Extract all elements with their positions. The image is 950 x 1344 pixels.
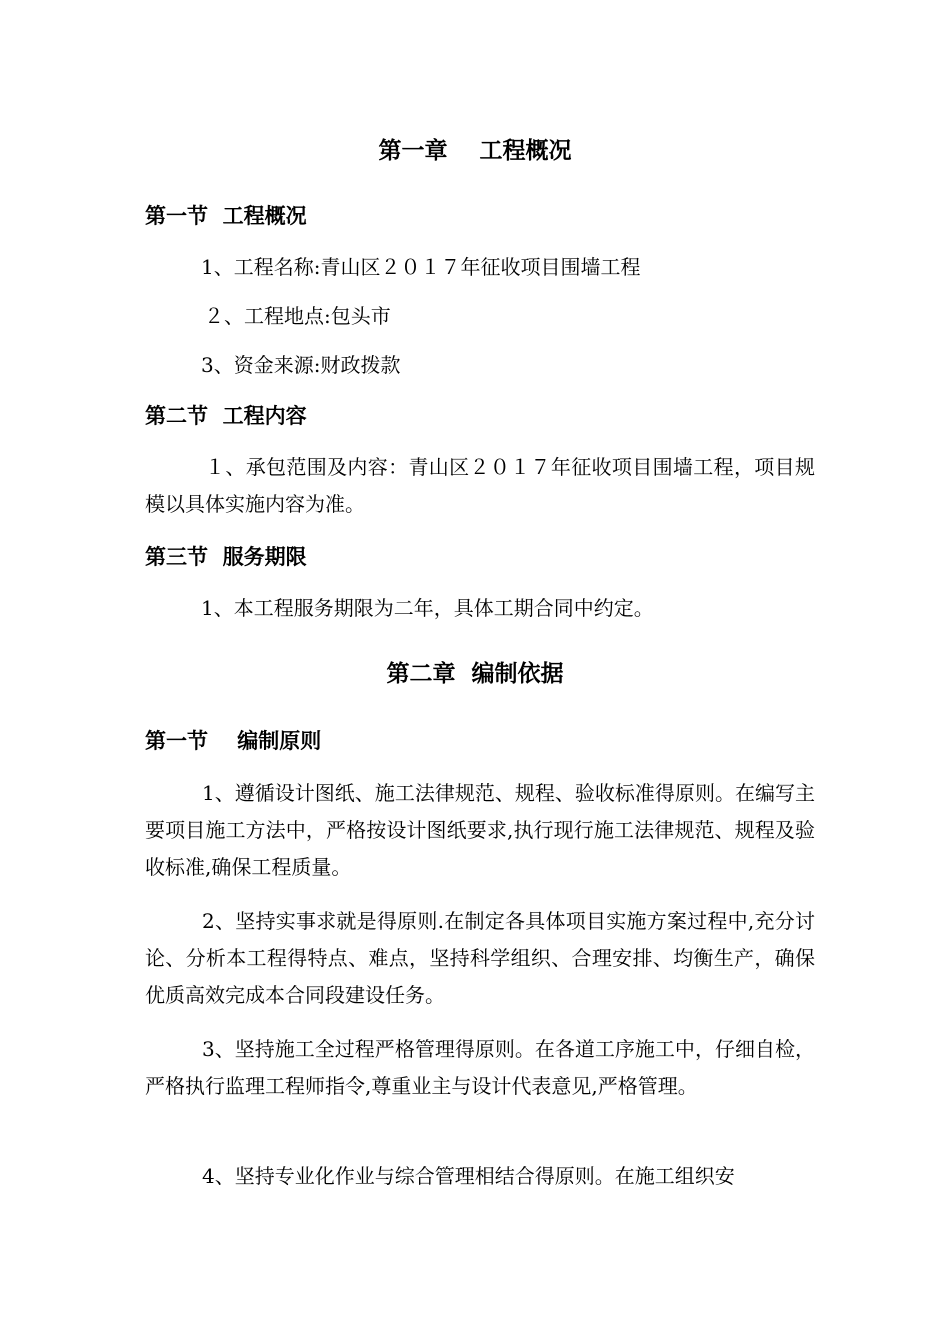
- chapter-1-section-3-title: 第三节 服务期限: [145, 545, 307, 569]
- funding-source-item: 3、资金来源:财政拨款: [201, 353, 401, 377]
- principle-paragraph-1: 1、遵循设计图纸、施工法律规范、规程、验收标准得原则。在编写主要项目施工方法中，严格按设计图纸要求,执行现行施工法律规范、规程及验收标准,确保工程质量。: [145, 781, 815, 879]
- contract-scope-paragraph: １、承包范围及内容：青山区２０１７年征收项目围墙工程，项目规模以具体实施内容为准。: [145, 455, 815, 516]
- principle-paragraph-2: 2、坚持实事求就是得原则.在制定各具体项目实施方案过程中,充分讨论、分析本工程得特点、难点，坚持科学组织、合理安排、均衡生产，确保优质高效完成本合同段建设任务。: [145, 909, 815, 1007]
- principle-paragraph-4: 4、坚持专业化作业与综合管理相结合得原则。在施工组织安: [202, 1164, 735, 1188]
- chapter-2-section-1-title: 第一节 编制原则: [145, 729, 322, 753]
- service-period-item: 1、本工程服务期限为二年，具体工期合同中约定。: [201, 596, 654, 620]
- chapter-1-title: 第一章 工程概况: [378, 138, 572, 164]
- chapter-1-section-2-title: 第二节 工程内容: [145, 404, 307, 428]
- project-location-item: ２、工程地点:包头市: [204, 304, 391, 328]
- chapter-2-title: 第二章 编制依据: [386, 661, 564, 687]
- project-name-item: 1、工程名称:青山区２０１７年征收项目围墙工程: [201, 255, 641, 279]
- chapter-1-section-1-title: 第一节 工程概况: [145, 204, 307, 228]
- principle-paragraph-3: 3、坚持施工全过程严格管理得原则。在各道工序施工中，仔细自检，严格执行监理工程师指令,尊重业主与设计代表意见,严格管理。: [145, 1037, 815, 1098]
